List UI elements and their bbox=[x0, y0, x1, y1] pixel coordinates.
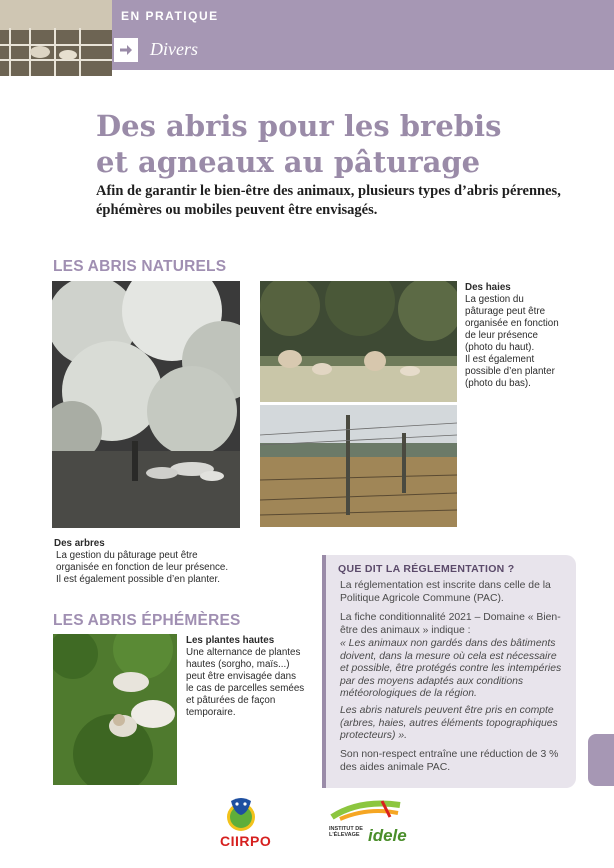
header-photo bbox=[0, 0, 112, 76]
regulation-p1: La réglementation est inscrite dans celle de la Politique Agricole Commune (PAC). bbox=[340, 580, 551, 604]
caption-tall-plants bbox=[186, 635, 306, 719]
caption-hedges-text2: Il est également possible d’en planter (photo du bas). bbox=[465, 354, 555, 389]
side-tab bbox=[588, 734, 614, 786]
caption-trees bbox=[54, 538, 234, 586]
caption-trees-title: Des arbres bbox=[54, 538, 105, 549]
cirpo-logo-icon bbox=[224, 793, 258, 838]
idele-small-text: INSTITUT DE L'ÉLEVAGE bbox=[329, 826, 363, 838]
caption-hedges-title: Des haies bbox=[465, 282, 511, 293]
caption-trees-text: La gestion du pâturage peut être organisée en fonction de leur présence. Il est également possible d’en planter. bbox=[56, 550, 229, 585]
photo-trees bbox=[52, 281, 240, 528]
cirpo-logo-text: CIIRPO bbox=[220, 833, 272, 849]
caption-tall-plants-text: Une alternance de plantes hautes (sorgho, maïs...) peut être envisagée dans le cas de parcelles semées et pâturées de façon temporaire. bbox=[186, 647, 305, 718]
idele-logo-icon bbox=[330, 797, 402, 828]
photo-hedges-bottom bbox=[260, 405, 457, 527]
regulation-title: QUE DIT LA RÉGLEMENTATION ? bbox=[338, 563, 515, 575]
page-title bbox=[96, 108, 596, 180]
kicker-label: EN PRATIQUE bbox=[121, 9, 219, 23]
page-title-line1: Des abris pour les brebis bbox=[96, 109, 502, 143]
arrow-right-icon bbox=[114, 38, 138, 62]
photo-tall-plants bbox=[53, 634, 177, 785]
regulation-p4: Les abris naturels peuvent être pris en compte (arbres, haies, autres éléments topographiques protecteurs) ». bbox=[340, 705, 558, 742]
intro-text: Afin de garantir le bien-être des animaux, plusieurs types d’abris pérennes, éphémères ou mobiles peuvent être envisagés. bbox=[96, 183, 561, 218]
caption-hedges-text1: La gestion du pâturage peut être organisée en fonction de leur présence (photo du haut). bbox=[465, 294, 559, 353]
caption-tall-plants-title: Les plantes hautes bbox=[186, 635, 275, 646]
photo-hedges-top bbox=[260, 281, 457, 402]
heading-ephemeral-shelters: LES ABRIS ÉPHÉMÈRES bbox=[53, 612, 241, 629]
idele-logo-text: idele bbox=[368, 826, 407, 845]
caption-hedges bbox=[465, 282, 565, 390]
regulation-p2: La fiche conditionnalité 2021 – Domaine « Bien-être des animaux » indique : bbox=[340, 612, 561, 636]
regulation-p3: « Les animaux non gardés dans des bâtiments doivent, dans la mesure où cela est nécessaire et possible, être protégés contre les intempéries par des moyens adaptés aux conditions météorologiques de la région. bbox=[340, 638, 562, 700]
page-title-line2: et agneaux au pâturage bbox=[96, 145, 481, 179]
regulation-p5: Son non-respect entraîne une réduction de 3 % des aides animale PAC. bbox=[340, 749, 559, 773]
heading-natural-shelters: LES ABRIS NATURELS bbox=[53, 258, 227, 275]
section-name: Divers bbox=[150, 39, 198, 59]
